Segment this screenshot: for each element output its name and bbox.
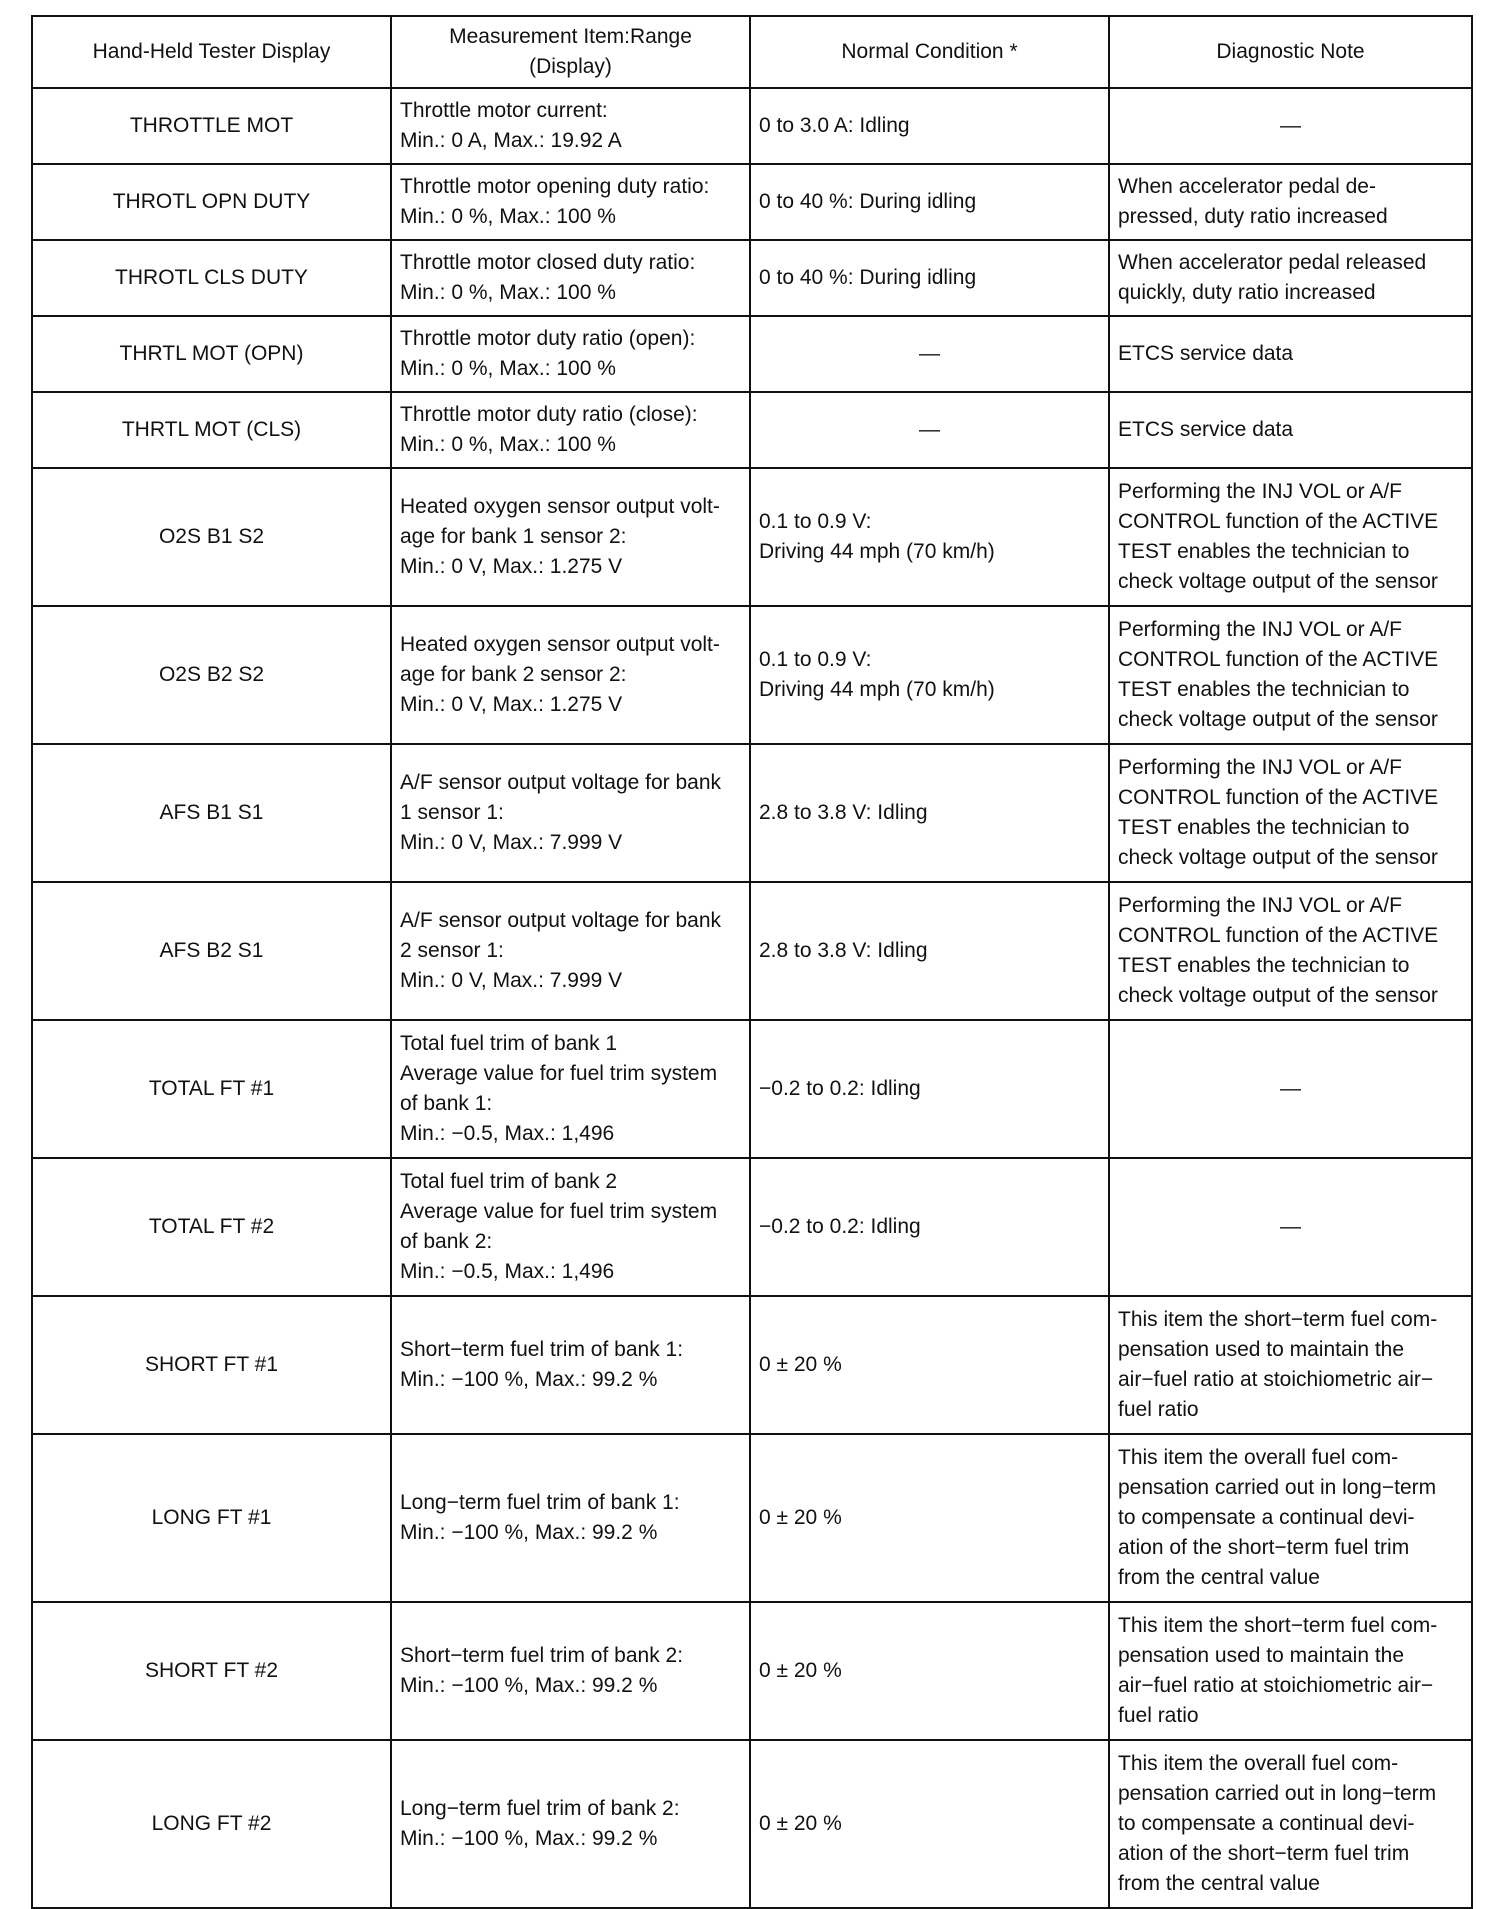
header-normal-condition: Normal Condition * bbox=[750, 16, 1109, 88]
cell-normal-condition-line: — bbox=[919, 418, 940, 441]
cell-normal-condition bbox=[750, 744, 1109, 882]
cell-normal-condition-line: 0 to 3.0 A: Idling bbox=[759, 114, 910, 137]
cell-measurement-range-line: Throttle motor current: bbox=[400, 99, 608, 122]
cell-diagnostic-note-line: pensation carried out in long−term bbox=[1118, 1476, 1437, 1499]
cell-measurement-range-line: Throttle motor duty ratio (open): bbox=[400, 327, 696, 350]
cell-tester-display: THROTL CLS DUTY bbox=[32, 240, 391, 316]
cell-normal-condition bbox=[750, 606, 1109, 744]
cell-normal-condition bbox=[750, 164, 1109, 240]
cell-measurement-range bbox=[391, 240, 750, 316]
cell-diagnostic-note-line: fuel ratio bbox=[1118, 1704, 1199, 1727]
header-range-line: (Display) bbox=[529, 55, 612, 78]
cell-measurement-range bbox=[391, 1740, 750, 1908]
cell-measurement-range-line: Min.: 0 V, Max.: 1.275 V bbox=[400, 555, 623, 578]
cell-measurement-range bbox=[391, 882, 750, 1020]
table-header-row bbox=[32, 16, 1472, 88]
cell-tester-display: THROTL OPN DUTY bbox=[32, 164, 391, 240]
cell-diagnostic-note-line: to compensate a continual devi- bbox=[1118, 1506, 1415, 1529]
cell-tester-display: THRTL MOT (CLS) bbox=[32, 392, 391, 468]
cell-tester-display: O2S B1 S2 bbox=[32, 468, 391, 606]
table-row bbox=[32, 240, 1472, 316]
cell-measurement-range-line: Long−term fuel trim of bank 1: bbox=[400, 1491, 680, 1514]
cell-measurement-range-line: Total fuel trim of bank 1 bbox=[400, 1032, 618, 1055]
cell-normal-condition-line: 2.8 to 3.8 V: Idling bbox=[759, 801, 928, 824]
cell-diagnostic-note bbox=[1109, 882, 1472, 1020]
cell-measurement-range bbox=[391, 1158, 750, 1296]
document-page bbox=[31, 15, 1471, 1909]
cell-measurement-range-line: Throttle motor closed duty ratio: bbox=[400, 251, 696, 274]
cell-normal-condition bbox=[750, 1434, 1109, 1602]
table-row bbox=[32, 1158, 1472, 1296]
cell-normal-condition bbox=[750, 240, 1109, 316]
cell-normal-condition-line: 0 ± 20 % bbox=[759, 1812, 842, 1835]
cell-measurement-range bbox=[391, 1602, 750, 1740]
cell-measurement-range-line: age for bank 1 sensor 2: bbox=[400, 525, 627, 548]
cell-diagnostic-note-line: — bbox=[1280, 1215, 1301, 1238]
cell-diagnostic-note-line: to compensate a continual devi- bbox=[1118, 1812, 1415, 1835]
cell-diagnostic-note bbox=[1109, 1296, 1472, 1434]
table-row bbox=[32, 744, 1472, 882]
cell-diagnostic-note-line: check voltage output of the sensor bbox=[1118, 708, 1438, 731]
cell-diagnostic-note-line: pensation used to maintain the bbox=[1118, 1338, 1405, 1361]
cell-measurement-range-line: Min.: −100 %, Max.: 99.2 % bbox=[400, 1521, 658, 1544]
cell-measurement-range-line: Min.: −100 %, Max.: 99.2 % bbox=[400, 1827, 658, 1850]
cell-measurement-range-line: Min.: 0 A, Max.: 19.92 A bbox=[400, 129, 622, 152]
cell-measurement-range-line: A/F sensor output voltage for bank bbox=[400, 909, 722, 932]
cell-measurement-range-line: Heated oxygen sensor output volt- bbox=[400, 633, 720, 656]
cell-diagnostic-note-line: TEST enables the technician to bbox=[1118, 954, 1410, 977]
cell-diagnostic-note-line: This item the short−term fuel com- bbox=[1118, 1614, 1438, 1637]
header-diagnostic-note: Diagnostic Note bbox=[1109, 16, 1472, 88]
cell-measurement-range-line: Min.: 0 V, Max.: 7.999 V bbox=[400, 831, 623, 854]
cell-tester-display: SHORT FT #2 bbox=[32, 1602, 391, 1740]
table-row bbox=[32, 392, 1472, 468]
cell-tester-display: SHORT FT #1 bbox=[32, 1296, 391, 1434]
cell-normal-condition-line: 0 ± 20 % bbox=[759, 1659, 842, 1682]
cell-diagnostic-note-line: CONTROL function of the ACTIVE bbox=[1118, 510, 1439, 533]
cell-tester-display: THRTL MOT (OPN) bbox=[32, 316, 391, 392]
cell-diagnostic-note-line: CONTROL function of the ACTIVE bbox=[1118, 786, 1439, 809]
cell-tester-display: LONG FT #2 bbox=[32, 1740, 391, 1908]
cell-normal-condition-line: 0 ± 20 % bbox=[759, 1506, 842, 1529]
cell-diagnostic-note-line: This item the overall fuel com- bbox=[1118, 1752, 1399, 1775]
cell-normal-condition-line: — bbox=[919, 342, 940, 365]
cell-diagnostic-note bbox=[1109, 606, 1472, 744]
cell-normal-condition-line: 2.8 to 3.8 V: Idling bbox=[759, 939, 928, 962]
cell-diagnostic-note-line: pensation used to maintain the bbox=[1118, 1644, 1405, 1667]
cell-measurement-range bbox=[391, 392, 750, 468]
cell-normal-condition-line: 0 to 40 %: During idling bbox=[759, 190, 977, 213]
cell-measurement-range-line: Min.: 0 %, Max.: 100 % bbox=[400, 281, 616, 304]
cell-diagnostic-note-line: air−fuel ratio at stoichiometric air− bbox=[1118, 1368, 1434, 1391]
cell-measurement-range-line: Throttle motor duty ratio (close): bbox=[400, 403, 698, 426]
cell-diagnostic-note-line: TEST enables the technician to bbox=[1118, 816, 1410, 839]
cell-measurement-range-line: Min.: 0 V, Max.: 1.275 V bbox=[400, 693, 623, 716]
cell-measurement-range bbox=[391, 468, 750, 606]
cell-measurement-range bbox=[391, 1434, 750, 1602]
cell-diagnostic-note bbox=[1109, 316, 1472, 392]
cell-diagnostic-note-line: check voltage output of the sensor bbox=[1118, 846, 1438, 869]
cell-measurement-range-line: Min.: 0 V, Max.: 7.999 V bbox=[400, 969, 623, 992]
cell-measurement-range-line: Average value for fuel trim system bbox=[400, 1200, 718, 1223]
cell-tester-display: O2S B2 S2 bbox=[32, 606, 391, 744]
cell-normal-condition bbox=[750, 1020, 1109, 1158]
cell-diagnostic-note-line: Performing the INJ VOL or A/F bbox=[1118, 894, 1402, 917]
cell-diagnostic-note bbox=[1109, 1740, 1472, 1908]
cell-normal-condition bbox=[750, 1296, 1109, 1434]
cell-measurement-range-line: Short−term fuel trim of bank 1: bbox=[400, 1338, 684, 1361]
cell-diagnostic-note-line: CONTROL function of the ACTIVE bbox=[1118, 648, 1439, 671]
cell-measurement-range-line: Total fuel trim of bank 2 bbox=[400, 1170, 618, 1193]
cell-normal-condition bbox=[750, 1158, 1109, 1296]
cell-diagnostic-note-line: ETCS service data bbox=[1118, 418, 1294, 441]
cell-diagnostic-note-line: TEST enables the technician to bbox=[1118, 540, 1410, 563]
cell-measurement-range-line: Min.: 0 %, Max.: 100 % bbox=[400, 357, 616, 380]
cell-measurement-range bbox=[391, 88, 750, 164]
cell-diagnostic-note-line: Performing the INJ VOL or A/F bbox=[1118, 618, 1402, 641]
cell-normal-condition-line: 0 ± 20 % bbox=[759, 1353, 842, 1376]
cell-normal-condition-line: 0.1 to 0.9 V: bbox=[759, 510, 872, 533]
cell-measurement-range bbox=[391, 1020, 750, 1158]
cell-measurement-range bbox=[391, 744, 750, 882]
cell-diagnostic-note-line: from the central value bbox=[1118, 1872, 1320, 1895]
cell-measurement-range-line: Min.: −0.5, Max.: 1,496 bbox=[400, 1260, 615, 1283]
table-row bbox=[32, 606, 1472, 744]
cell-normal-condition-line: −0.2 to 0.2: Idling bbox=[759, 1215, 921, 1238]
data-list-table bbox=[31, 15, 1473, 1909]
cell-diagnostic-note-line: — bbox=[1280, 114, 1301, 137]
cell-diagnostic-note bbox=[1109, 240, 1472, 316]
table-row bbox=[32, 1740, 1472, 1908]
table-row bbox=[32, 88, 1472, 164]
cell-tester-display: AFS B1 S1 bbox=[32, 744, 391, 882]
cell-measurement-range-line: of bank 2: bbox=[400, 1230, 493, 1253]
cell-measurement-range-line: 2 sensor 1: bbox=[400, 939, 504, 962]
cell-diagnostic-note-line: quickly, duty ratio increased bbox=[1118, 281, 1376, 304]
cell-diagnostic-note-line: Performing the INJ VOL or A/F bbox=[1118, 480, 1402, 503]
cell-normal-condition bbox=[750, 1740, 1109, 1908]
cell-measurement-range-line: Average value for fuel trim system bbox=[400, 1062, 718, 1085]
cell-diagnostic-note-line: When accelerator pedal released bbox=[1118, 251, 1427, 274]
cell-measurement-range-line: A/F sensor output voltage for bank bbox=[400, 771, 722, 794]
cell-normal-condition-line: Driving 44 mph (70 km/h) bbox=[759, 540, 995, 563]
header-range-line: Measurement Item:Range bbox=[449, 25, 692, 48]
table-row bbox=[32, 1434, 1472, 1602]
cell-measurement-range-line: Min.: −100 %, Max.: 99.2 % bbox=[400, 1674, 658, 1697]
cell-normal-condition bbox=[750, 392, 1109, 468]
cell-normal-condition bbox=[750, 1602, 1109, 1740]
cell-diagnostic-note bbox=[1109, 88, 1472, 164]
cell-diagnostic-note-line: pressed, duty ratio increased bbox=[1118, 205, 1388, 228]
table-row bbox=[32, 164, 1472, 240]
table-row bbox=[32, 316, 1472, 392]
table-row bbox=[32, 1602, 1472, 1740]
cell-diagnostic-note-line: ation of the short−term fuel trim bbox=[1118, 1536, 1410, 1559]
cell-measurement-range-line: Min.: 0 %, Max.: 100 % bbox=[400, 433, 616, 456]
cell-diagnostic-note-line: fuel ratio bbox=[1118, 1398, 1199, 1421]
cell-normal-condition-line: 0 to 40 %: During idling bbox=[759, 266, 977, 289]
table-row bbox=[32, 882, 1472, 1020]
cell-normal-condition-line: −0.2 to 0.2: Idling bbox=[759, 1077, 921, 1100]
cell-measurement-range-line: Min.: −100 %, Max.: 99.2 % bbox=[400, 1368, 658, 1391]
table-row bbox=[32, 1020, 1472, 1158]
cell-diagnostic-note bbox=[1109, 468, 1472, 606]
cell-diagnostic-note-line: from the central value bbox=[1118, 1566, 1320, 1589]
cell-diagnostic-note-line: check voltage output of the sensor bbox=[1118, 984, 1438, 1007]
cell-measurement-range-line: of bank 1: bbox=[400, 1092, 493, 1115]
cell-tester-display: THROTTLE MOT bbox=[32, 88, 391, 164]
cell-normal-condition bbox=[750, 88, 1109, 164]
cell-measurement-range-line: age for bank 2 sensor 2: bbox=[400, 663, 627, 686]
cell-tester-display: TOTAL FT #2 bbox=[32, 1158, 391, 1296]
cell-diagnostic-note bbox=[1109, 1158, 1472, 1296]
cell-measurement-range-line: Heated oxygen sensor output volt- bbox=[400, 495, 720, 518]
cell-diagnostic-note bbox=[1109, 1602, 1472, 1740]
cell-diagnostic-note-line: — bbox=[1280, 1077, 1301, 1100]
cell-normal-condition bbox=[750, 882, 1109, 1020]
cell-normal-condition bbox=[750, 316, 1109, 392]
cell-normal-condition-line: Driving 44 mph (70 km/h) bbox=[759, 678, 995, 701]
cell-diagnostic-note-line: TEST enables the technician to bbox=[1118, 678, 1410, 701]
table-body bbox=[32, 88, 1472, 1908]
header-measurement-range bbox=[391, 16, 750, 88]
cell-diagnostic-note bbox=[1109, 164, 1472, 240]
cell-measurement-range-line: Long−term fuel trim of bank 2: bbox=[400, 1797, 680, 1820]
cell-diagnostic-note-line: pensation carried out in long−term bbox=[1118, 1782, 1437, 1805]
cell-diagnostic-note-line: Performing the INJ VOL or A/F bbox=[1118, 756, 1402, 779]
cell-measurement-range-line: Throttle motor opening duty ratio: bbox=[400, 175, 710, 198]
cell-tester-display: LONG FT #1 bbox=[32, 1434, 391, 1602]
cell-normal-condition bbox=[750, 468, 1109, 606]
cell-measurement-range-line: Min.: 0 %, Max.: 100 % bbox=[400, 205, 616, 228]
cell-diagnostic-note bbox=[1109, 744, 1472, 882]
cell-tester-display: AFS B2 S1 bbox=[32, 882, 391, 1020]
cell-measurement-range bbox=[391, 1296, 750, 1434]
cell-diagnostic-note-line: This item the short−term fuel com- bbox=[1118, 1308, 1438, 1331]
cell-diagnostic-note-line: check voltage output of the sensor bbox=[1118, 570, 1438, 593]
cell-measurement-range-line: Short−term fuel trim of bank 2: bbox=[400, 1644, 684, 1667]
cell-measurement-range-line: 1 sensor 1: bbox=[400, 801, 504, 824]
cell-measurement-range bbox=[391, 316, 750, 392]
table-row bbox=[32, 1296, 1472, 1434]
cell-diagnostic-note-line: air−fuel ratio at stoichiometric air− bbox=[1118, 1674, 1434, 1697]
cell-measurement-range bbox=[391, 606, 750, 744]
cell-diagnostic-note-line: This item the overall fuel com- bbox=[1118, 1446, 1399, 1469]
cell-normal-condition-line: 0.1 to 0.9 V: bbox=[759, 648, 872, 671]
cell-measurement-range bbox=[391, 164, 750, 240]
cell-diagnostic-note-line: When accelerator pedal de- bbox=[1118, 175, 1376, 198]
cell-diagnostic-note-line: ation of the short−term fuel trim bbox=[1118, 1842, 1410, 1865]
table-row bbox=[32, 468, 1472, 606]
cell-diagnostic-note-line: CONTROL function of the ACTIVE bbox=[1118, 924, 1439, 947]
cell-diagnostic-note bbox=[1109, 392, 1472, 468]
cell-measurement-range-line: Min.: −0.5, Max.: 1,496 bbox=[400, 1122, 615, 1145]
cell-tester-display: TOTAL FT #1 bbox=[32, 1020, 391, 1158]
cell-diagnostic-note bbox=[1109, 1020, 1472, 1158]
header-tester-display: Hand-Held Tester Display bbox=[32, 16, 391, 88]
cell-diagnostic-note bbox=[1109, 1434, 1472, 1602]
cell-diagnostic-note-line: ETCS service data bbox=[1118, 342, 1294, 365]
